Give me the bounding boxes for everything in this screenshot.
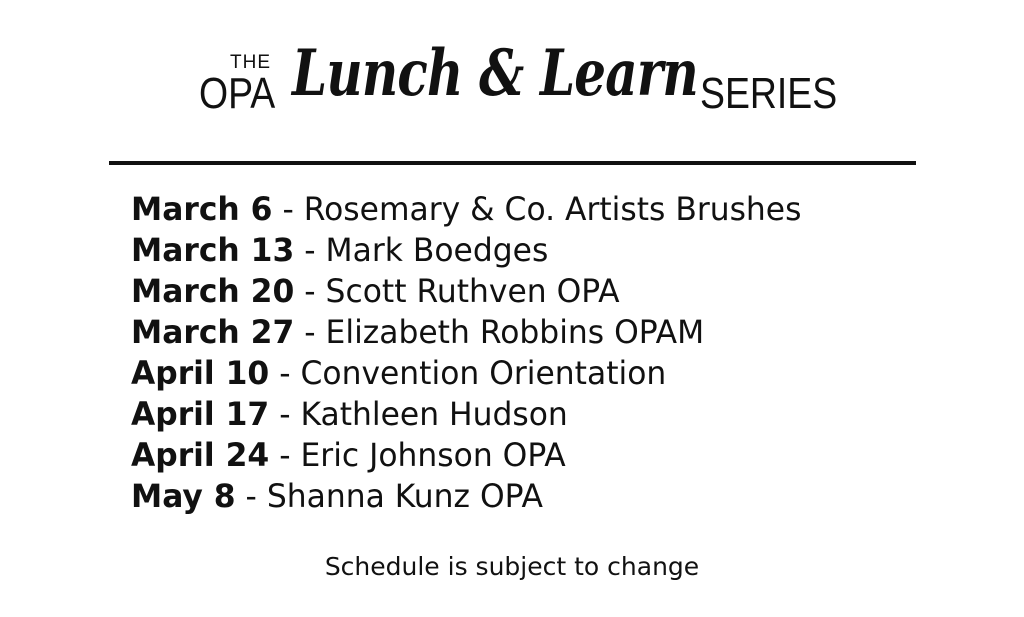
schedule-date: April 24 bbox=[131, 436, 270, 474]
schedule-date: March 27 bbox=[131, 313, 295, 351]
schedule-date: March 6 bbox=[131, 190, 273, 228]
schedule-item bbox=[131, 189, 801, 230]
series-title bbox=[0, 36, 1024, 140]
schedule-date: April 17 bbox=[131, 395, 270, 433]
title-series: SERIES bbox=[700, 69, 838, 118]
schedule-item bbox=[131, 230, 801, 271]
schedule-speaker: Rosemary & Co. Artists Brushes bbox=[303, 190, 802, 228]
schedule-item bbox=[131, 476, 801, 517]
schedule-speaker: Elizabeth Robbins OPAM bbox=[325, 313, 705, 351]
schedule-date: March 20 bbox=[131, 272, 295, 310]
schedule-separator: - bbox=[269, 395, 301, 433]
title-lunch-and-learn: Lunch & Learn bbox=[292, 36, 698, 111]
schedule-separator: - bbox=[235, 477, 267, 515]
schedule-speaker: Shanna Kunz OPA bbox=[266, 477, 543, 515]
schedule-separator: - bbox=[294, 272, 326, 310]
schedule-disclaimer: Schedule is subject to change bbox=[324, 552, 700, 581]
schedule-speaker: Mark Boedges bbox=[325, 231, 549, 269]
title-the: THE bbox=[230, 52, 271, 73]
schedule-separator: - bbox=[272, 190, 304, 228]
schedule-speaker: Convention Orientation bbox=[300, 354, 667, 392]
schedule-separator: - bbox=[294, 231, 326, 269]
schedule-list bbox=[131, 189, 815, 517]
divider-rule bbox=[109, 161, 916, 165]
schedule-speaker: Eric Johnson OPA bbox=[300, 436, 566, 474]
schedule-speaker: Kathleen Hudson bbox=[300, 395, 568, 433]
schedule-item bbox=[131, 353, 801, 394]
schedule-item bbox=[131, 435, 801, 476]
schedule-separator: - bbox=[269, 436, 301, 474]
schedule-date: May 8 bbox=[131, 477, 236, 515]
title-opa: OPA bbox=[199, 69, 276, 118]
schedule-item bbox=[131, 271, 801, 312]
schedule-speaker: Scott Ruthven OPA bbox=[325, 272, 620, 310]
schedule-item bbox=[131, 312, 801, 353]
schedule-separator: - bbox=[294, 313, 326, 351]
schedule-date: April 10 bbox=[131, 354, 270, 392]
schedule-date: March 13 bbox=[131, 231, 295, 269]
schedule-separator: - bbox=[269, 354, 301, 392]
schedule-item bbox=[131, 394, 801, 435]
